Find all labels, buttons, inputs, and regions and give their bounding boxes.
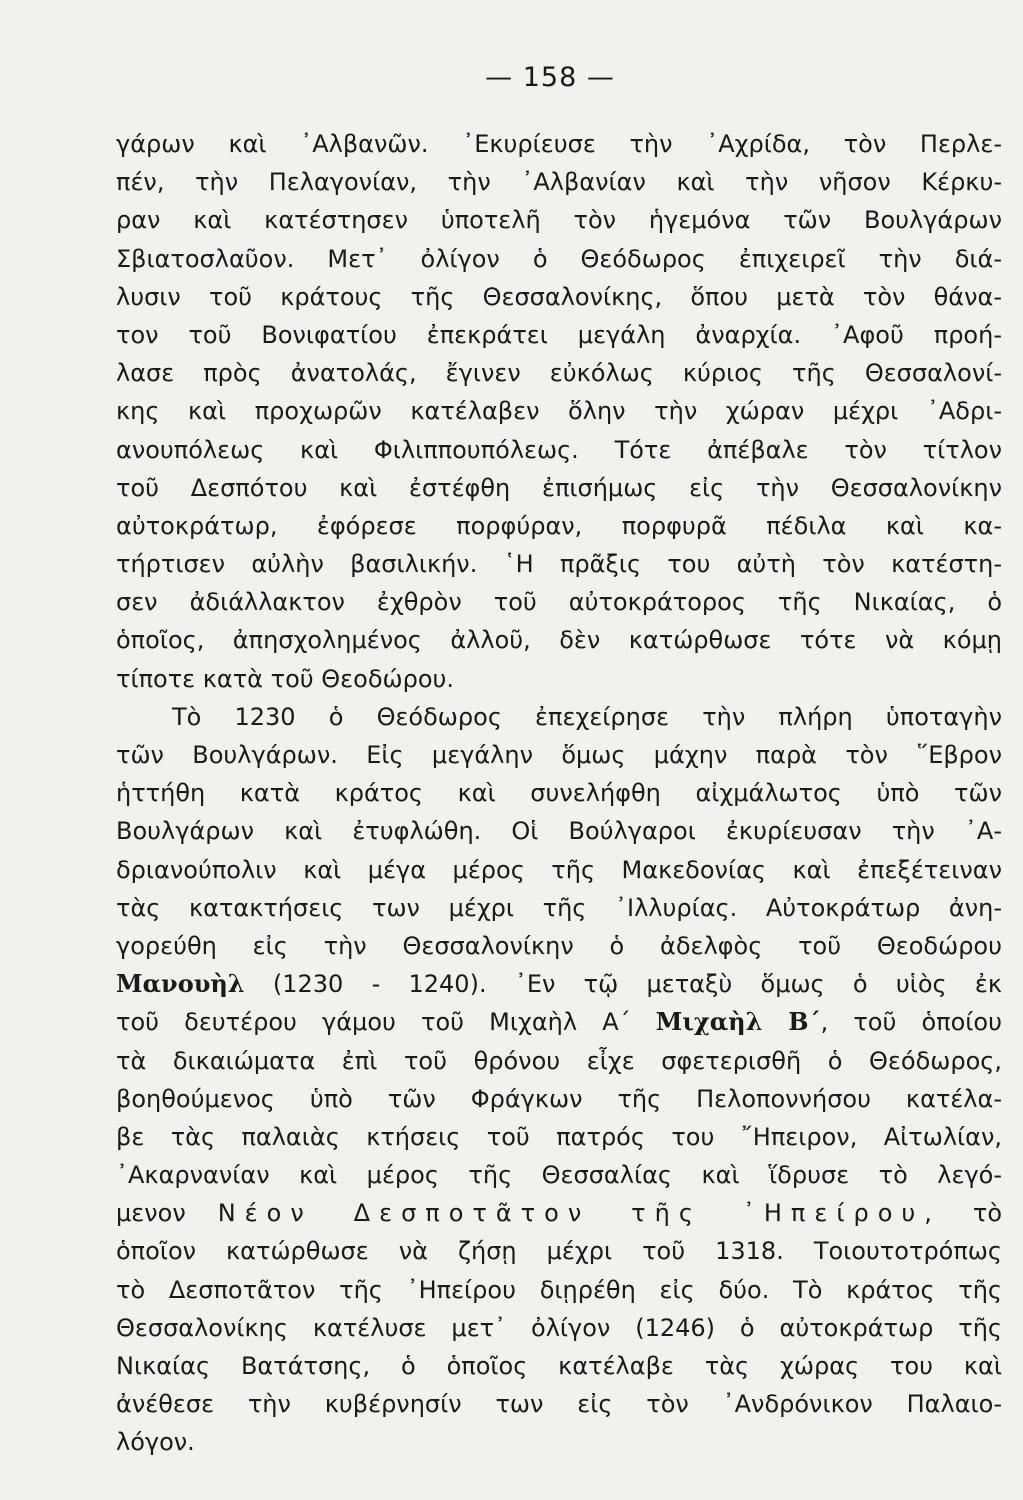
page-number: — 158 — bbox=[485, 62, 615, 93]
text-segment: , τοῦ ὁποίου bbox=[820, 1008, 1002, 1037]
text-line: τὸ Δεσποτᾶτον τῆς ᾿Ηπείρου διῃρέθη εἰς δύο. Τὸ κράτος τῆς bbox=[116, 1275, 1002, 1304]
text-line: ἡττήθη κατὰ κράτος καὶ συνελήφθη αἰχμάλωτος ὑπὸ τῶν bbox=[116, 779, 1002, 808]
text-line: γάρων καὶ ᾿Αλβανῶν. ᾿Εκυρίευσε τὴν ᾿Αχρίδα, τὸν Περλε- bbox=[116, 130, 1002, 158]
spaced-title: Νέον Δεσποτᾶτον τῆς ᾿Ηπείρου, bbox=[217, 1199, 941, 1228]
text-line: βε τὰς παλαιὰς κτήσεις τοῦ πατρός του ῎Ηπειρον, Αἰτωλίαν, bbox=[116, 1122, 1002, 1151]
text-line-with-bold-name bbox=[116, 1003, 1002, 1041]
text-segment: μενον bbox=[116, 1199, 218, 1228]
bold-name-michail-b: Μιχαὴλ Β΄ bbox=[655, 1007, 821, 1037]
text-line: σεν ἀδιάλλακτον ἐχθρὸν τοῦ αὐτοκράτορος τῆς Νικαίας, ὁ bbox=[116, 588, 1002, 617]
text-line: Θεσσαλονίκης κατέλυσε μετ᾿ ὀλίγον (1246) ὁ αὐτοκράτωρ τῆς bbox=[116, 1313, 1002, 1342]
text-line: Νικαίας Βατάτσης, ὁ ὁποῖος κατέλαβε τὰς χώρας του καὶ bbox=[116, 1352, 1002, 1380]
text-line-with-bold-name bbox=[116, 965, 1002, 1003]
text-line: ἀνέθεσε τὴν κυβέρνησίν των εἰς τὸν ᾿Ανδρόνικον Παλαιο- bbox=[116, 1390, 1002, 1419]
text-line: τῶν Βουλγάρων. Εἰς μεγάλην ὅμως μάχην παρὰ τὸν ῞Εβρον bbox=[116, 741, 1002, 769]
bold-name-manouil: Μανουὴλ bbox=[116, 969, 245, 999]
text-line: τήρτισεν αὐλὴν βασιλικήν. ῾Η πρᾶξις του αὐτὴ τὸν κατέστη- bbox=[116, 550, 1002, 579]
text-line-with-spaced-title bbox=[116, 1194, 1002, 1232]
text-line: ὁποῖον κατώρθωσε νὰ ζήσῃ μέχρι τοῦ 1318. Τοιουτοτρόπως bbox=[116, 1237, 1002, 1266]
text-line: ραν καὶ κατέστησεν ὑποτελῆ τὸν ἡγεμόνα τῶν Βουλγάρων bbox=[116, 206, 1002, 235]
text-line: τον τοῦ Βονιφατίου ἐπεκράτει μεγάλη ἀναρχία. ᾿Αφοῦ προή- bbox=[116, 320, 1002, 349]
text-line: λυσιν τοῦ κράτους τῆς Θεσσαλονίκης, ὅπου μετὰ τὸν θάνα- bbox=[116, 282, 1002, 311]
text-line: πέν, τὴν Πελαγονίαν, τὴν ᾿Αλβανίαν καὶ τὴν νῆσον Κέρκυ- bbox=[116, 168, 1002, 197]
text-line: βοηθούμενος ὑπὸ τῶν Φράγκων τῆς Πελοποννήσου κατέλα- bbox=[116, 1084, 1002, 1113]
text-line: δριανούπολιν καὶ μέγα μέρος τῆς Μακεδονίας καὶ ἐπεξέτειναν bbox=[116, 855, 1002, 884]
text-line: τοῦ Δεσπότου καὶ ἐστέφθη ἐπισήμως εἰς τὴν Θεσσαλονίκην bbox=[116, 473, 1002, 502]
body-text bbox=[116, 125, 1002, 1462]
text-line: τὰ δικαιώματα ἐπὶ τοῦ θρόνου εἶχε σφετερισθῆ ὁ Θεόδωρος, bbox=[116, 1046, 1002, 1075]
text-line: αὐτοκράτωρ, ἐφόρεσε πορφύραν, πορφυρᾶ πέδιλα καὶ κα- bbox=[116, 511, 1002, 540]
text-line: Βουλγάρων καὶ ἐτυφλώθη. Οἱ Βούλγαροι ἐκυρίευσαν τὴν ᾿Α- bbox=[116, 817, 1002, 846]
text-line: ανουπόλεως καὶ Φιλιππουπόλεως. Τότε ἀπέβαλε τὸν τίτλον bbox=[116, 435, 1002, 464]
text-line: ὁποῖος, ἀπησχολημένος ἀλλοῦ, δὲν κατώρθωσε τότε νὰ κόμῃ bbox=[116, 626, 1002, 655]
paragraph-start-line: Τὸ 1230 ὁ Θεόδωρος ἐπεχείρησε τὴν πλήρη ὑποταγὴν bbox=[172, 702, 1002, 731]
text-segment: τοῦ δευτέρου γάμου τοῦ Μιχαὴλ Α΄ bbox=[116, 1008, 656, 1037]
text-segment: (1230 - 1240). ᾿Εν τῷ μεταξὺ ὅμως ὁ υἱὸς ἐκ bbox=[244, 970, 1002, 999]
text-line: τίποτε κατὰ τοῦ Θεοδώρου. bbox=[116, 664, 455, 693]
text-line: τὰς κατακτήσεις των μέχρι τῆς ᾿Ιλλυρίας. Αὐτοκράτωρ ἀνη- bbox=[116, 893, 1002, 922]
text-line: ᾿Ακαρνανίαν καὶ μέρος τῆς Θεσσαλίας καὶ ἵδρυσε τὸ λεγό- bbox=[116, 1161, 1002, 1190]
text-line: λασε πρὸς ἀνατολάς, ἔγινεν εὐκόλως κύριος τῆς Θεσσαλονί- bbox=[116, 359, 1002, 388]
text-line: γορεύθη εἰς τὴν Θεσσαλονίκην ὁ ἀδελφὸς τοῦ Θεοδώρου bbox=[116, 931, 1002, 960]
text-line: λόγον. bbox=[116, 1428, 195, 1457]
text-line: κης καὶ προχωρῶν κατέλαβεν ὅλην τὴν χώραν μέχρι ᾿Αδρι- bbox=[116, 397, 1002, 426]
text-line: Σβιατοσλαῦον. Μετ᾿ ὀλίγον ὁ Θεόδωρος ἐπιχειρεῖ τὴν διά- bbox=[116, 244, 1002, 273]
text-segment: τὸ bbox=[940, 1199, 1002, 1228]
